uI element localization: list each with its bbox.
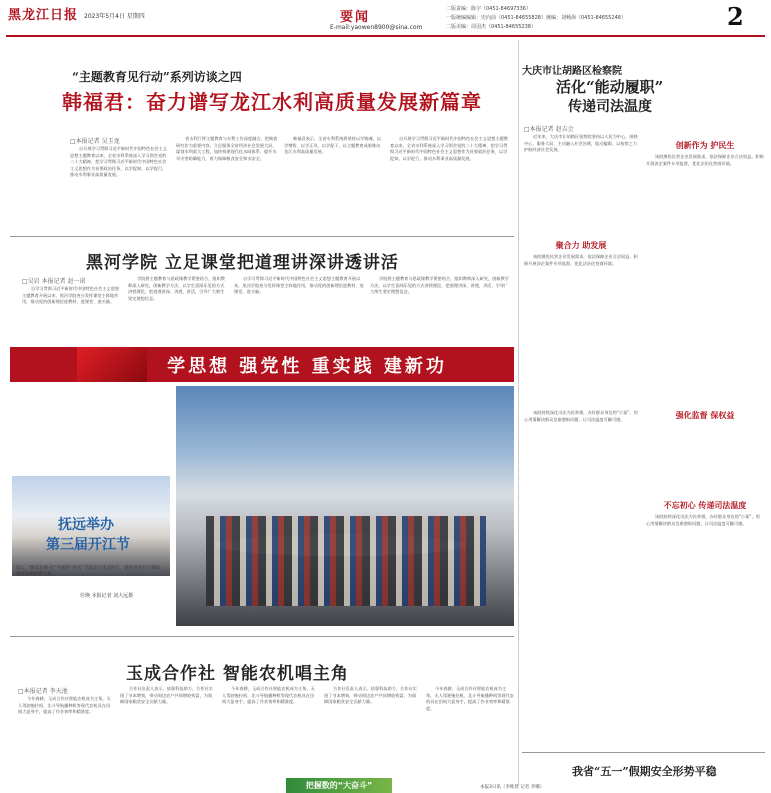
party-flag-icon	[77, 347, 147, 382]
article-body-column	[524, 134, 638, 238]
photo-feature-title-line: 第三届开江节	[46, 537, 130, 553]
article-paragraph: 自学习贯彻习近平新时代中国特色社会主义思想主题教育开展以来，黑河学院充分发挥课堂主阵地作用，推动党的创新理论进教材、进课堂、进头脑。	[22, 286, 119, 305]
slogan-text: 学思想 强党性 重实践 建新功	[167, 355, 447, 377]
article-paragraph: 近年来，大庆市让胡路区检察院坚持以人民为中心，围绕中心、服务大局，主动融入社会治理，能动履职，以检察之力护航经济社会发展。	[524, 134, 638, 153]
article-paragraph: 该院持续深化司法为民举措，办好群众身边的“小案”，用心用情解决群众急难愁盼问题，让司法温度可触可感。	[646, 514, 760, 526]
crowd-photo-detail	[206, 516, 486, 606]
divider	[10, 636, 514, 637]
article-paragraph: 自开展学习贯彻习近平新时代中国特色社会主义思想主题教育以来，全省水利系统深入学习领会党的二十大精神，把学习贯彻习近平新时代中国特色社会主义思想作为首要政治任务，以学促知、以学促行，推动水利事业高质量发展。	[390, 136, 508, 161]
subhead: 强化监督 保权益	[675, 410, 735, 420]
article-body-column	[234, 276, 364, 342]
article-body-column	[524, 254, 638, 404]
article-paragraph: 今年春耕，玉成合作社智能农机成为主角，无人驾驶拖拉机、北斗导航播种机等现代农机具在田间大显身手，提高了作业效率和精准度。	[18, 696, 111, 715]
masthead-rule	[6, 35, 765, 37]
photo-feature-title	[46, 514, 130, 554]
article-body-column	[176, 136, 278, 228]
subhead: 创新作为 护民生	[675, 140, 735, 150]
page-number: 2	[727, 2, 744, 31]
article-body-column	[646, 514, 764, 740]
divider	[10, 236, 514, 237]
section-email: E-mail:yaowen8900@sina.com	[330, 24, 423, 31]
subhead: 不忘初心 传递司法温度	[663, 500, 747, 510]
issue-date: 2023年5月4日 星期四	[84, 13, 145, 20]
article-body-column	[646, 154, 764, 404]
article-paragraph: 该院聚焦民营企业发展需求，依法保障企业合法权益，积极开展涉企案件专项监督，优化法治化营商环境。	[524, 254, 638, 266]
article-paragraph: 自学习贯彻习近平新时代中国特色社会主义思想主题教育开展以来，黑河学院充分发挥课堂主阵地作用，推动党的创新理论进教材、进课堂、进头脑。	[234, 276, 364, 295]
photo-caption: 5日，“醉美东极·鱼”冬捕和“鲜达”节活动在抚远举行，游客观看开江捕鱼，感受东极渔猎文化。	[16, 566, 165, 577]
article-body-column	[70, 146, 170, 228]
brief-headline: 我省“五一”假期安全形势平稳	[572, 765, 717, 778]
article-body-column	[426, 686, 514, 774]
lead-headline: 韩福君：奋力谱写龙江水利高质量发展新篇章	[62, 90, 482, 114]
divider	[522, 752, 765, 753]
article-headline: 黑河学院 立足课堂把道理讲深讲透讲活	[86, 253, 399, 273]
right-headline: 活化“能动履职”	[556, 78, 664, 96]
article-body-column	[524, 410, 638, 750]
article-headline: 玉成合作社 智能农机唱主角	[126, 664, 349, 684]
article-body-column	[390, 136, 510, 228]
article-paragraph: 今年春耕，玉成合作社智能农机成为主角，无人驾驶拖拉机、北斗导航播种机等现代农机具在田间大显身手，提高了作业效率和精准度。	[222, 686, 315, 705]
article-byline: □本报记者 吴玉龙	[70, 138, 120, 145]
article-body-column	[284, 136, 384, 228]
article-body-column	[128, 276, 228, 342]
series-title: “主题教育见行动”系列访谈之四	[72, 70, 242, 84]
article-body-column	[370, 276, 510, 342]
article-paragraph: 该院聚焦民营企业发展需求，依法保障企业合法权益，积极开展涉企案件专项监督，优化法治化营商环境。	[646, 154, 764, 166]
article-byline: □吴岩 本报记者 赵一诺	[22, 278, 86, 285]
column-divider	[518, 40, 519, 785]
article-body-column	[324, 686, 420, 774]
fishing-festival-photo	[176, 386, 514, 626]
article-body-column	[120, 686, 216, 774]
section-name: 要闻	[340, 10, 371, 25]
article-paragraph: 自开展学习贯彻习近平新时代中国特色社会主义思想主题教育以来，全省水利系统深入学习领会党的二十大精神，把学习贯彻习近平新时代中国特色社会主义思想作为首要政治任务，以学促知、以学促行，推动水利事业高质量发展。	[70, 146, 167, 178]
article-paragraph: 学院将主题教育与思政课教学紧密结合，组织教师深入研究，创新教学方法，以学生喜闻乐见的方式讲授理论，把道理讲深、讲透、讲活，引导广大师生坚定理想信念。	[128, 276, 225, 301]
article-paragraph: 今年春耕，玉成合作社智能农机成为主角，无人驾驶拖拉机、北斗导航播种机等现代农机具在田间大显身手，提高了作业效率和精准度。	[426, 686, 514, 711]
bottom-banner: 把握数的“大奋斗”	[286, 778, 392, 793]
article-byline: □本报记者 李天池	[18, 688, 68, 695]
editor-contact-line: 二版美编：周羽杰（0451-84655238）	[446, 24, 536, 30]
article-paragraph: 学院将主题教育与思政课教学紧密结合，组织教师深入研究，创新教学方法，以学生喜闻乐见的方式讲授理论，把道理讲深、讲透、讲活，引导广大师生坚定理想信念。	[370, 276, 509, 295]
article-paragraph: 合作社负责人表示，依靠科技助力，合作社实现了节本增效，带动周边农户共同增收致富，为保障国家粮食安全贡献力量。	[120, 686, 213, 705]
article-body-column	[22, 286, 122, 342]
subhead: 聚合力 助发展	[555, 240, 607, 250]
article-body-column	[222, 686, 318, 774]
newspaper-logo: 黑龙江日报	[8, 8, 79, 23]
photo-credit: 任焕 本报记者 刘大远摄	[80, 593, 134, 599]
article-paragraph: 该院持续深化司法为民举措，办好群众身边的“小案”，用心用情解决群众急难愁盼问题，让司法温度可触可感。	[524, 410, 638, 422]
article-body-column	[18, 696, 114, 774]
article-paragraph: 省水利厅将主题教育与水利工作深度融合，把调查研究作为重要内容，立足服务全省经济社会发展大局，谋划水利重大工程，加快构建现代化水网体系，提升水旱灾害防御能力，着力保障粮食安全和水安全。	[176, 136, 278, 161]
slogan-banner	[10, 347, 514, 382]
brief-credit: 本报3日讯（李维贤 记者 李娜）	[480, 785, 545, 790]
photo-feature-title-line: 抚远举办	[58, 517, 114, 533]
article-paragraph: 合作社负责人表示，依靠科技助力，合作社实现了节本增效，带动周边农户共同增收致富，为保障国家粮食安全贡献力量。	[324, 686, 417, 705]
right-kicker: 大庆市让胡路区检察院	[522, 66, 622, 77]
article-paragraph: 韩福君表示，全省水利系统将坚持以学铸魂、以学增智、以学正风、以学促干，以主题教育成果推动龙江水利高质量发展。	[284, 136, 381, 155]
article-byline: □本报记者 赵吉会	[524, 126, 574, 133]
editor-contact-line: 二版责编：陈宇（0451-84697336）	[446, 6, 531, 12]
right-subheadline: 传递司法温度	[568, 99, 652, 115]
editor-contact-line: 一版统编编辑：史向前（0451-84655828）统编：刘畅海（0451-84655248）	[446, 15, 626, 21]
